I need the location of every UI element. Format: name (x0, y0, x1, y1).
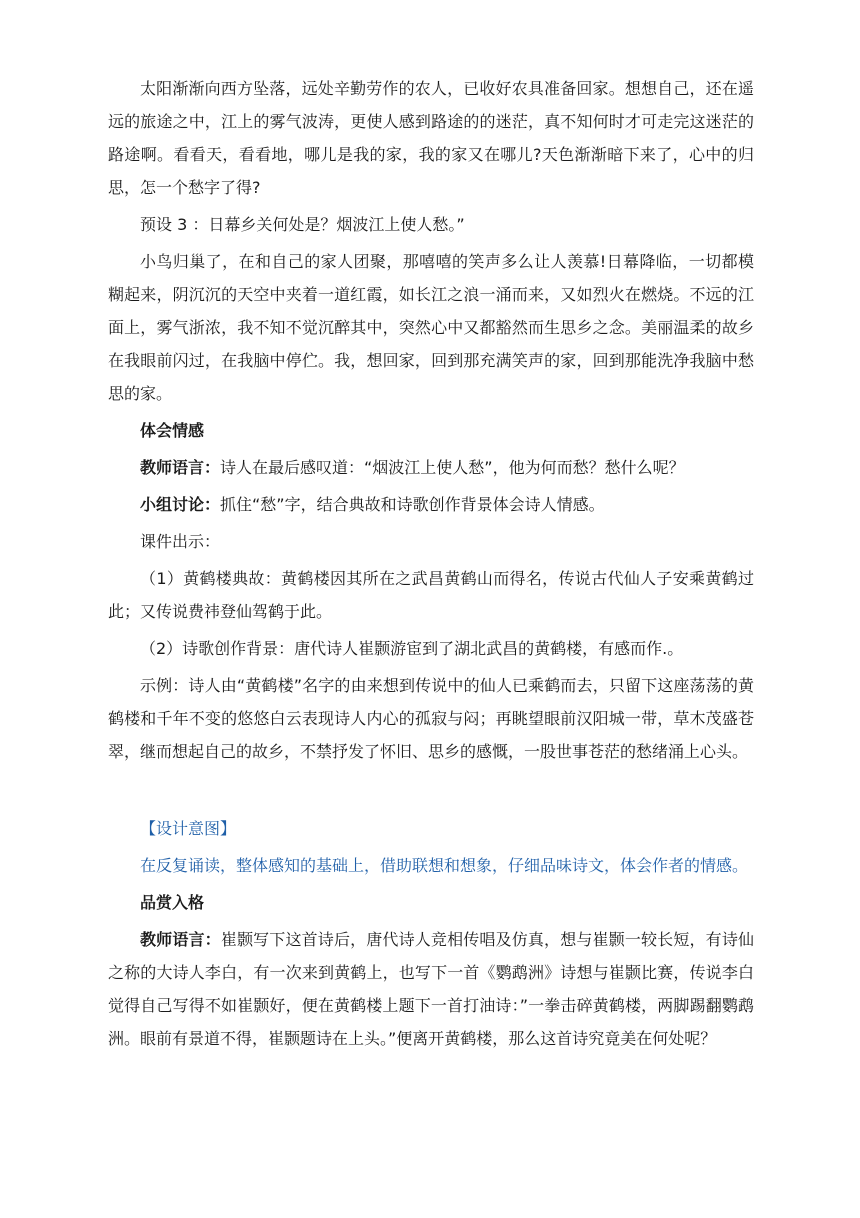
document-page (108, 72, 754, 1055)
paragraph-courseware: 课件出示： (140, 532, 221, 551)
section-spacer (108, 768, 754, 812)
paragraph-bird-home: 小鸟归巢了，在和自己的家人团聚，那嘻嘻的笑声多么让人羡慕!日幕降临，一切都模糊起来，阴沉沉的天空中夹着一道红霞，如长江之浪一涌而来，又如烈火在燃烧。不远的江面上，雾气浙浓，我不知不觉沉醉其中，突然心中又都豁然而生思乡之念。美丽温柔的故乡在我眼前闪过，在我脑中停伫。我，想回家，回到那充满笑声的家，回到那能洗净我脑中愁思的家。 (108, 252, 754, 403)
teacher-language-label-2: 教师语言： (140, 930, 221, 949)
paragraph-item-1-legend: （1）黄鹤楼典故：黄鹤楼因其所在之武昌黄鹤山而得名，传说古代仙人子安乘黄鹤过此；又传说费祎登仙驾鹤于此。 (108, 569, 754, 621)
paragraph-teacher-language-2 (108, 923, 754, 1055)
teacher-language-label: 教师语言： (140, 458, 221, 477)
teacher-language-text-2: 崔颢写下这首诗后，唐代诗人竞相传唱及仿真，想与崔颢一较长短，有诗仙之称的大诗人李白，有一次来到黄鹤上，也写下一首《鹦鹉洲》诗想与崔颢比赛，传说李白觉得自己写得不如崔颢好，便在黄鹤楼上题下一首打油诗：”一拳击碎黄鹤楼，两脚踢翻鹦鹉洲。眼前有景道不得，崔颢题诗在上头。”便离开黄鹤楼，那么这首诗究竟美在何处呢？ (108, 930, 754, 1048)
design-intent-text: 在反复诵读，整体感知的基础上，借助联想和想象，仔细品味诗文，体会作者的情感。 (140, 856, 749, 875)
paragraph-preset-3: 预设 3 ：日幕乡关何处是？烟波江上使人愁。” (140, 215, 465, 234)
paragraph-sunset-reflection: 太阳渐渐向西方坠落，远处辛勤劳作的农人，已收好农具准备回家。想想自己，还在遥远的旅途之中，江上的雾气波涛，更使人感到路途的的迷茫，真不知何时才可走完这迷茫的路途啊。看看天，看看地，哪儿是我的家，我的家又在哪儿?天色渐渐暗下来了，心中的归思，怎一个愁字了得? (108, 79, 754, 197)
paragraph-teacher-language-1 (108, 451, 754, 484)
group-discussion-text: 抓住“愁”字，结合典故和诗歌创作背景体会诗人情感。 (220, 495, 605, 514)
teacher-language-text: 诗人在最后感叹道：“烟波江上使人愁”，他为何而愁？愁什么呢？ (220, 458, 685, 477)
design-intent-heading: 【设计意图】 (140, 819, 237, 838)
section-heading-appreciation: 品赏入格 (140, 893, 205, 912)
paragraph-example: 示例：诗人由“黄鹤楼”名字的由来想到传说中的仙人已乘鹤而去，只留下这座荡荡的黄鹤楼和千年不变的悠悠白云表现诗人内心的孤寂与闷；再眺望眼前汉阳城一带，草木茂盛苍翠，继而想起自己的故乡，不禁抒发了怀旧、思乡的感慨，一股世事苍茫的愁绪涌上心头。 (108, 676, 754, 761)
section-heading-feel-emotion: 体会情感 (140, 421, 205, 440)
paragraph-group-discussion (108, 488, 754, 521)
group-discussion-label: 小组讨论： (140, 495, 221, 514)
paragraph-item-2-background: （2）诗歌创作背景：唐代诗人崔颢游宦到了湖北武昌的黄鹤楼，有感而作.。 (140, 639, 684, 658)
